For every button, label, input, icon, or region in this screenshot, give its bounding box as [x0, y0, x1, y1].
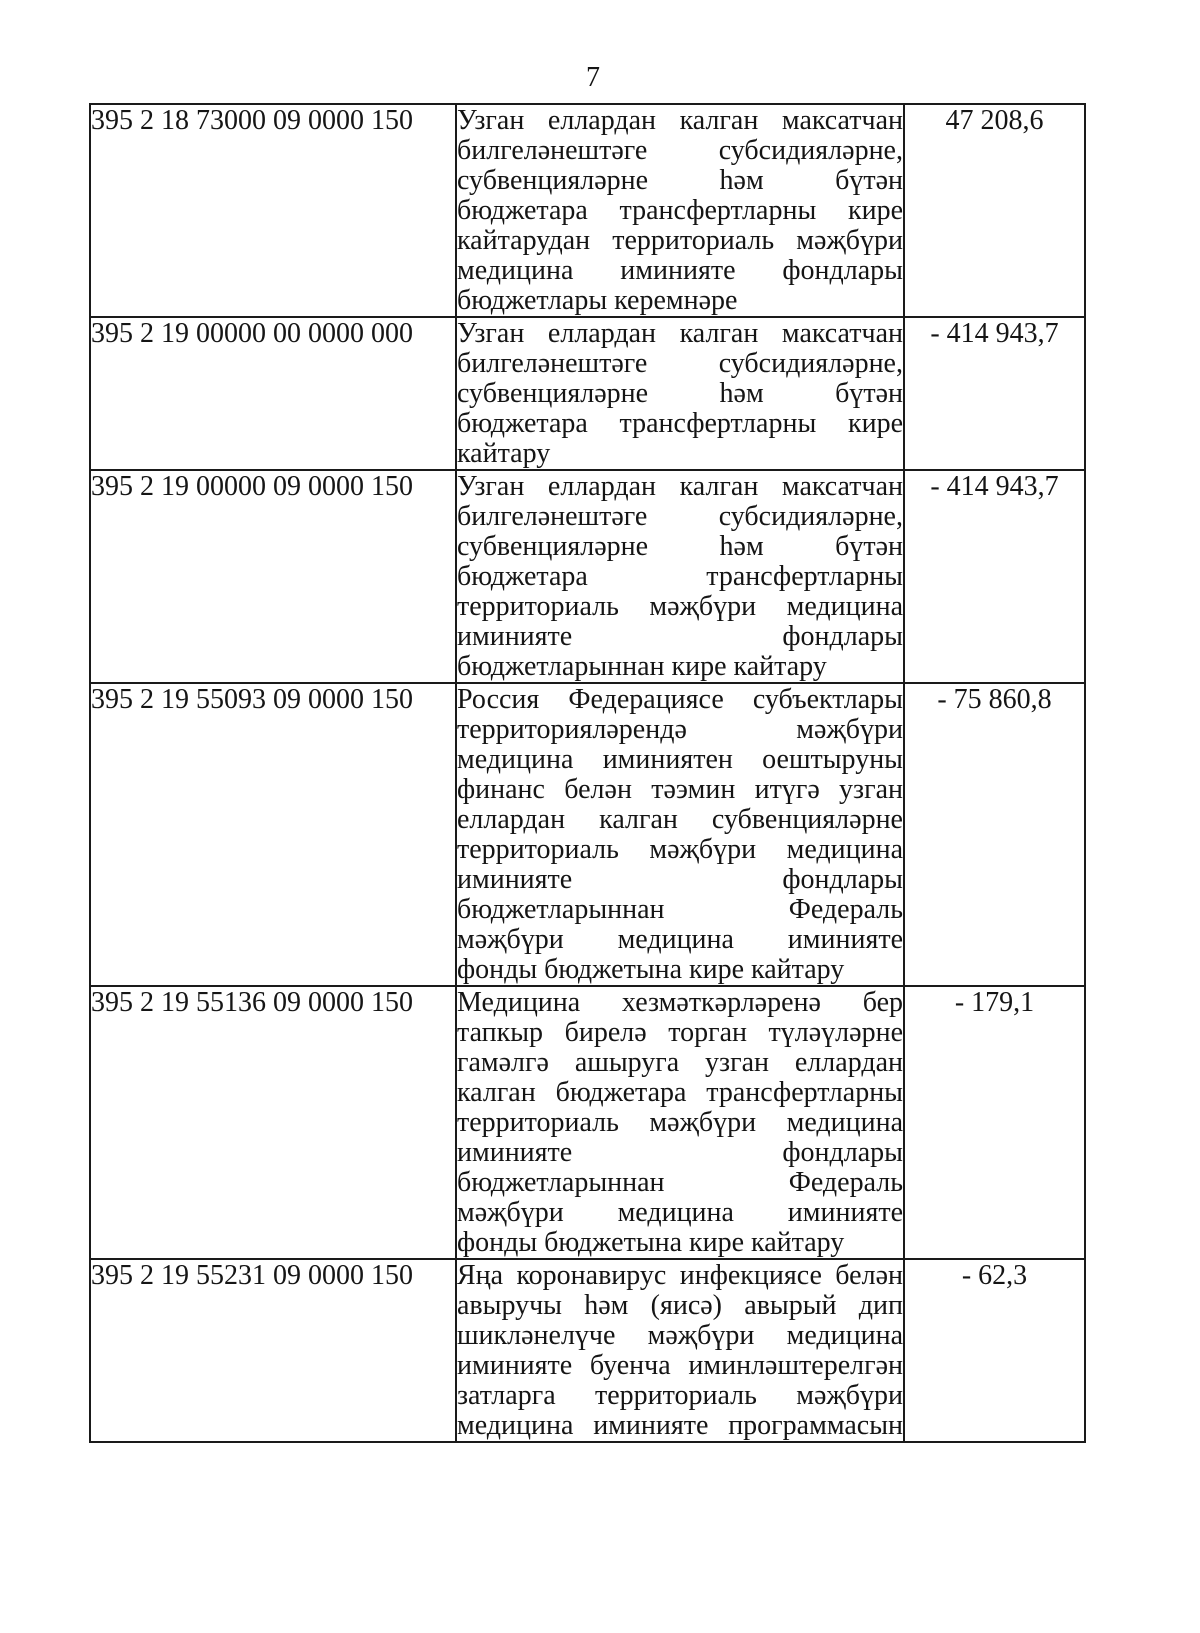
description-line: Медицина хезмәткәрләренә бер [457, 987, 903, 1018]
description-cell [456, 470, 904, 683]
description-line: финанс белән тәэмин итүгә узган [457, 774, 903, 805]
description-line: Узган еллардан калган максатчан [457, 318, 903, 349]
table-row [90, 986, 1085, 1259]
table-row [90, 1259, 1085, 1442]
description-line: фонды бюджетына кире кайтару [457, 1227, 845, 1258]
description-line: бюджетара трансфертларны [457, 561, 903, 592]
amount-cell: - 75 860,8 [904, 683, 1085, 986]
amount-cell: - 62,3 [904, 1259, 1085, 1442]
table-row [90, 104, 1085, 317]
budget-code-cell: 395 2 19 55093 09 0000 150 [90, 683, 456, 986]
description-line: фонды бюджетына кире кайтару [457, 954, 845, 985]
description-line: медицина иминияте программасын [457, 1410, 903, 1441]
description-line: иминияте фондлары [457, 1137, 903, 1168]
description-line: билгеләнештәге субсидияләрне, [457, 348, 903, 379]
description-cell [456, 1259, 904, 1442]
description-line: бюджетара трансфертларны кире [457, 408, 903, 439]
budget-table [89, 103, 1086, 1443]
description-line: медицина иминиятен оештыруны [457, 744, 903, 775]
description-line: субвенцияләрне һәм бүтән [457, 378, 903, 409]
amount-cell: - 179,1 [904, 986, 1085, 1259]
budget-code-cell: 395 2 19 00000 00 0000 000 [90, 317, 456, 470]
description-line: затларга территориаль мәҗбүри [457, 1380, 903, 1411]
budget-code-cell: 395 2 18 73000 09 0000 150 [90, 104, 456, 317]
amount-cell: 47 208,6 [904, 104, 1085, 317]
description-line: гамәлгә ашыруга узган еллардан [457, 1047, 903, 1078]
description-line: субвенцияләрне һәм бүтән [457, 531, 903, 562]
description-line: калган бюджетара трансфертларны [457, 1077, 903, 1108]
description-line: кайтару [457, 438, 551, 469]
description-line: билгеләнештәге субсидияләрне, [457, 135, 903, 166]
description-line: территориаль мәҗбүри медицина [457, 1107, 903, 1138]
description-line: медицина иминияте фондлары [457, 255, 903, 286]
description-line: мәҗбүри медицина иминияте [457, 1197, 903, 1228]
description-cell [456, 683, 904, 986]
description-line: бюджетларыннан Федераль [457, 894, 903, 925]
description-line: Яңа коронавирус инфекциясе белән [457, 1260, 903, 1291]
table-row [90, 470, 1085, 683]
description-line: иминияте буенча иминләштерелгән [457, 1350, 903, 1381]
amount-cell: - 414 943,7 [904, 470, 1085, 683]
page-number: 7 [586, 62, 600, 93]
amount-cell: - 414 943,7 [904, 317, 1085, 470]
description-cell [456, 317, 904, 470]
description-line: иминияте фондлары [457, 621, 903, 652]
description-line: иминияте фондлары [457, 864, 903, 895]
description-line: еллардан калган субвенцияләрне [457, 804, 903, 835]
description-line: Россия Федерациясе субъектлары [457, 684, 903, 715]
description-line: шикләнелүче мәҗбүри медицина [457, 1320, 903, 1351]
description-line: бюджетларыннан Федераль [457, 1167, 903, 1198]
description-line: территориаль мәҗбүри медицина [457, 591, 903, 622]
description-line: субвенцияләрне һәм бүтән [457, 165, 903, 196]
description-line: кайтарудан территориаль мәҗбүри [457, 225, 903, 256]
description-line: билгеләнештәге субсидияләрне, [457, 501, 903, 532]
description-line: бюджетара трансфертларны кире [457, 195, 903, 226]
table-row [90, 683, 1085, 986]
description-line: авыручы һәм (яисә) авырый дип [457, 1290, 903, 1321]
description-line: бюджетлары керемнәре [457, 285, 738, 316]
budget-table-body [90, 104, 1085, 1442]
budget-code-cell: 395 2 19 55136 09 0000 150 [90, 986, 456, 1259]
description-line: территорияләрендә мәҗбүри [457, 714, 903, 745]
description-cell [456, 104, 904, 317]
description-line: Узган еллардан калган максатчан [457, 471, 903, 502]
table-row [90, 317, 1085, 470]
description-line: бюджетларыннан кире кайтару [457, 651, 827, 682]
budget-code-cell: 395 2 19 55231 09 0000 150 [90, 1259, 456, 1442]
description-line: тапкыр бирелә торган түләүләрне [457, 1017, 903, 1048]
description-line: территориаль мәҗбүри медицина [457, 834, 903, 865]
description-line: мәҗбүри медицина иминияте [457, 924, 903, 955]
budget-code-cell: 395 2 19 00000 09 0000 150 [90, 470, 456, 683]
description-cell [456, 986, 904, 1259]
description-line: Узган еллардан калган максатчан [457, 105, 903, 136]
